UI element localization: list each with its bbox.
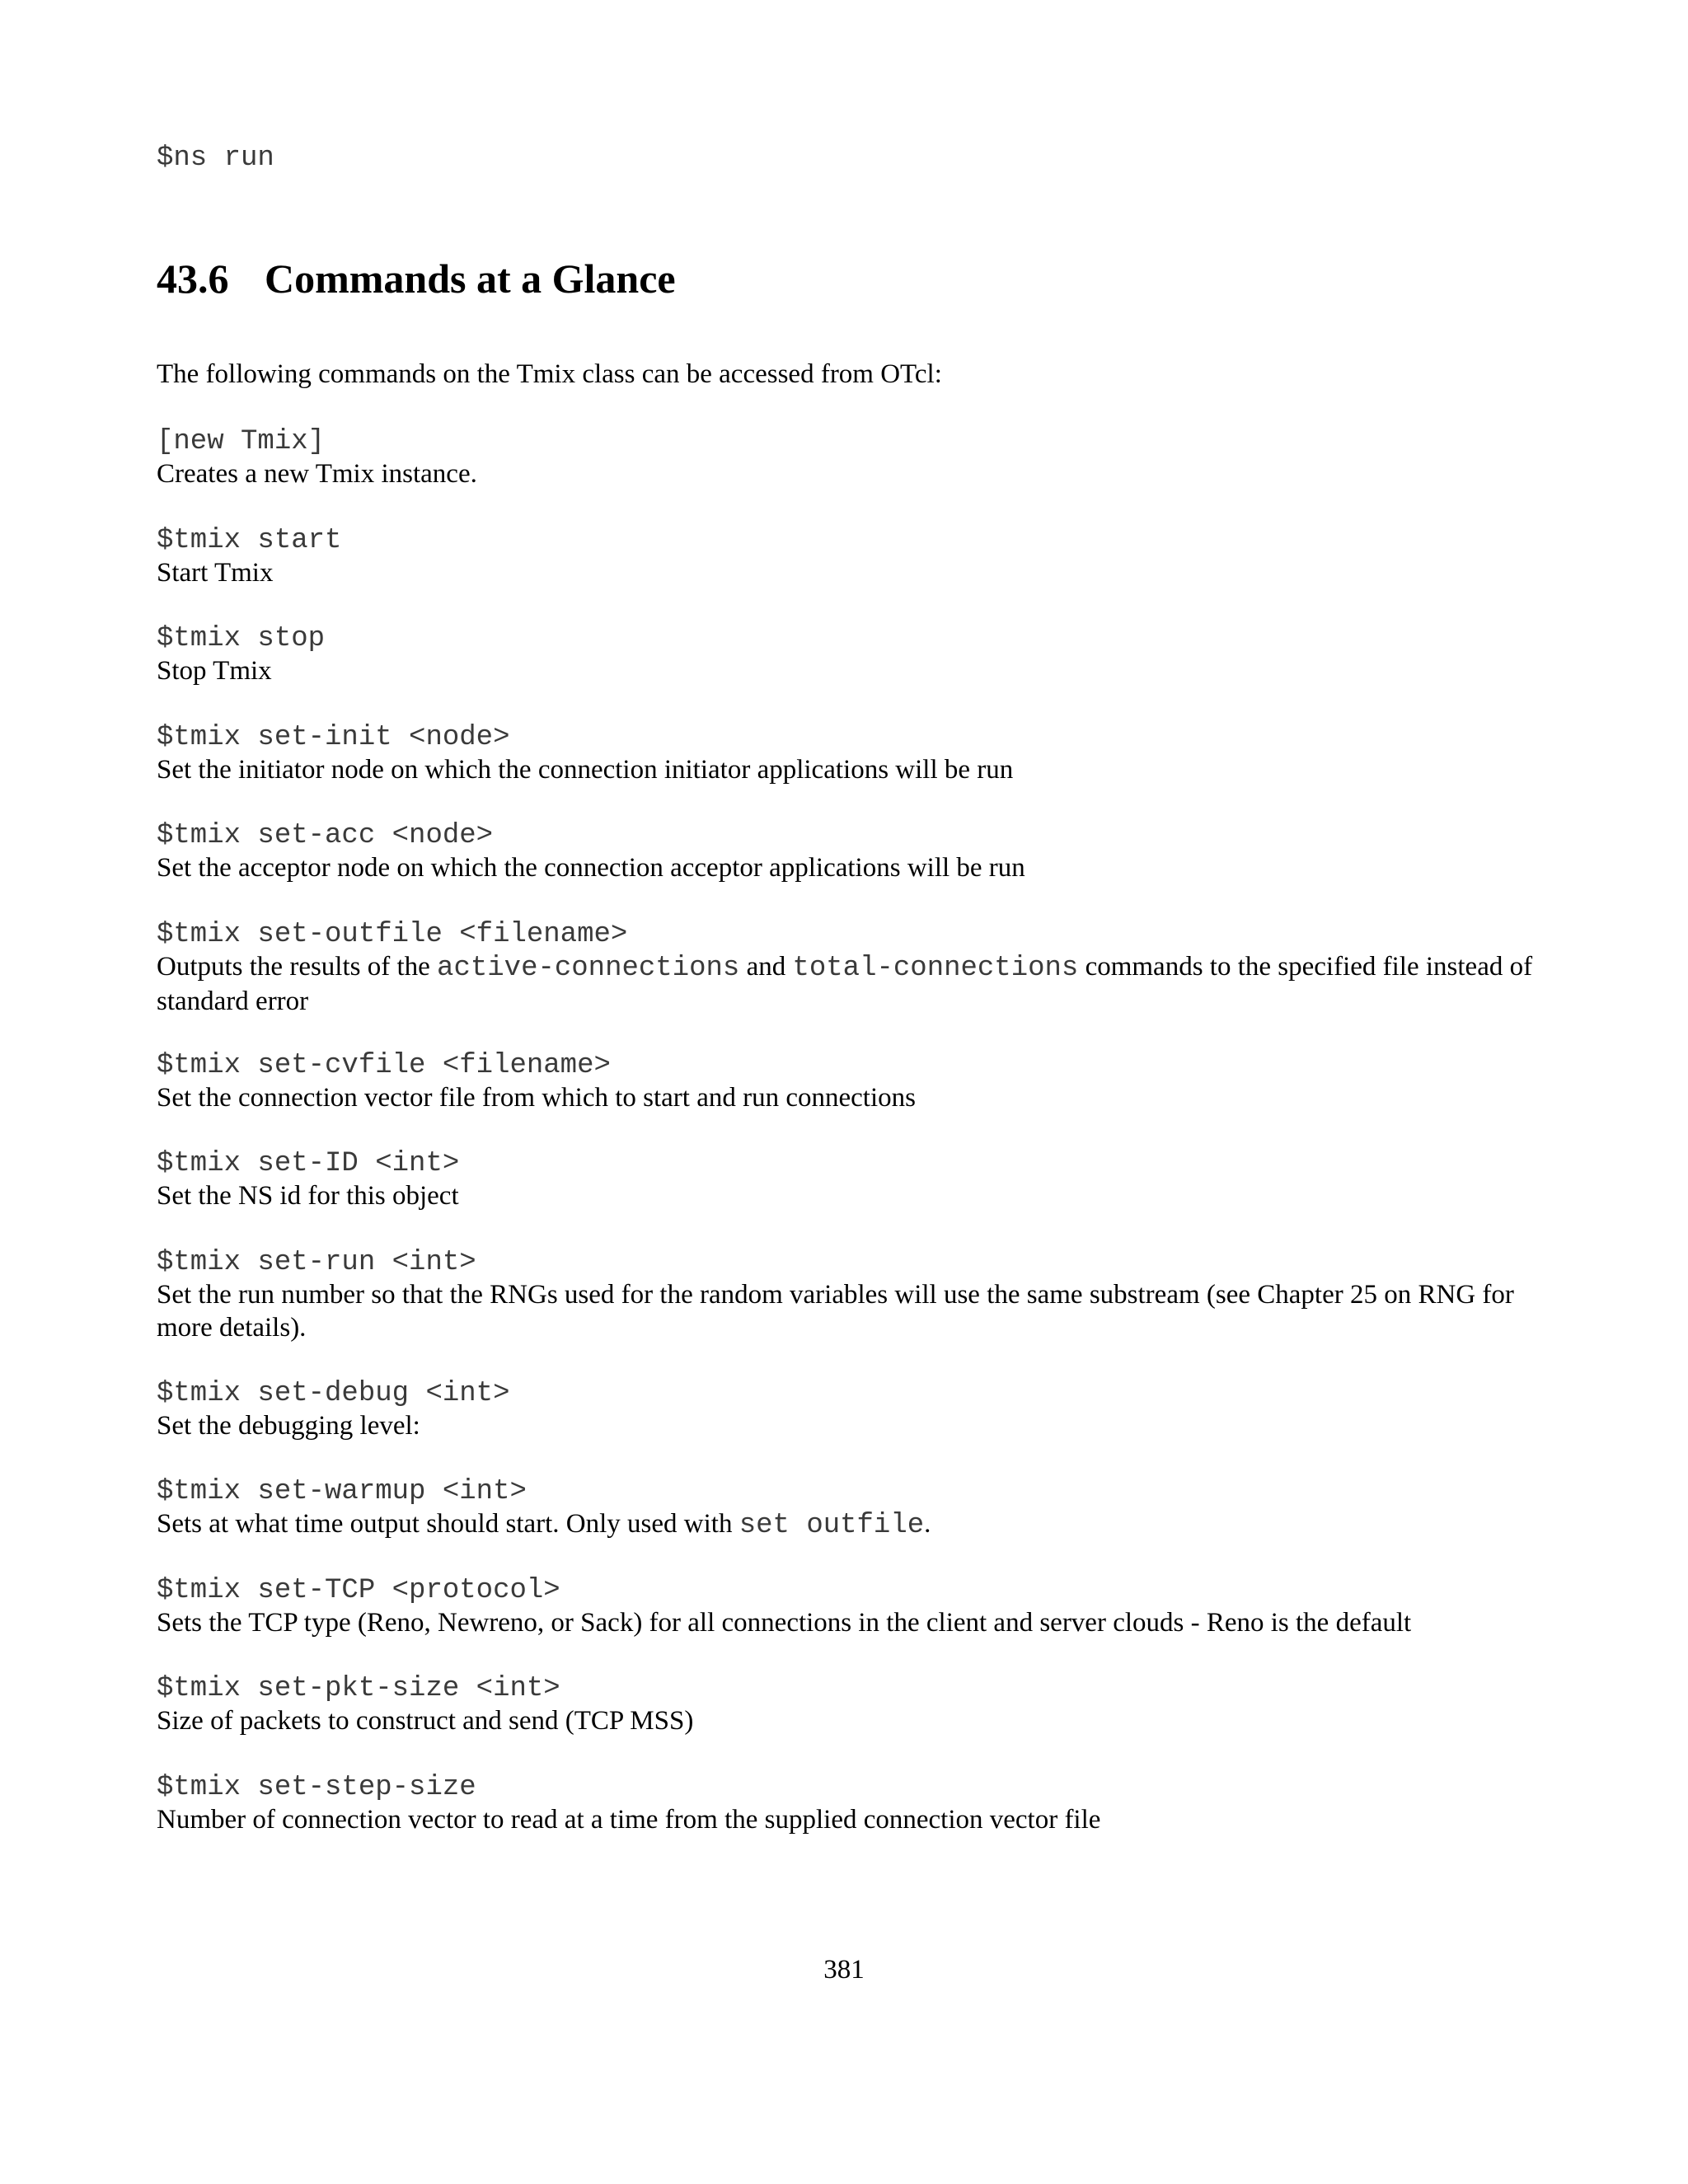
command-description bbox=[157, 1507, 1550, 1542]
description-text: Outputs the results of the bbox=[157, 952, 438, 982]
command-set-step-size: $tmix set-step-size bbox=[157, 1772, 476, 1803]
inline-code: set outfile bbox=[738, 1510, 925, 1541]
section-heading bbox=[157, 254, 676, 303]
command-set-debug: $tmix set-debug <int> bbox=[157, 1378, 510, 1409]
command-start: $tmix start bbox=[157, 525, 342, 556]
command-description: Set the run number so that the RNGs used for the random variables will use the same substream (see Chapter 25 on RNG for more details). bbox=[157, 1280, 1514, 1343]
command-set-acc: $tmix set-acc <node> bbox=[157, 820, 494, 851]
command-set-init: $tmix set-init <node> bbox=[157, 722, 510, 753]
inline-code: total-connections bbox=[792, 953, 1079, 984]
command-set-warmup: $tmix set-warmup <int> bbox=[157, 1476, 527, 1507]
command-description: Size of packets to construct and send (TCP MSS) bbox=[157, 1706, 694, 1736]
intro-code: $ns run bbox=[157, 143, 274, 174]
command-set-run: $tmix set-run <int> bbox=[157, 1247, 476, 1278]
description-text: and bbox=[739, 952, 793, 982]
command-description: Sets the TCP type (Reno, Newreno, or Sack) for all connections in the client and server clouds - Reno is the default bbox=[157, 1608, 1412, 1638]
command-set-id: $tmix set-ID <int> bbox=[157, 1148, 460, 1179]
command-description bbox=[157, 950, 1550, 1018]
command-set-pkt-size: $tmix set-pkt-size <int> bbox=[157, 1673, 560, 1704]
command-new-tmix: [new Tmix] bbox=[157, 426, 326, 457]
command-set-cvfile: $tmix set-cvfile <filename> bbox=[157, 1050, 611, 1081]
description-text: commands to the specified file instead of standard error bbox=[157, 952, 1533, 1016]
command-stop: $tmix stop bbox=[157, 623, 326, 654]
section-title: Commands at a Glance bbox=[265, 255, 676, 302]
intro-paragraph: The following commands on the Tmix class can be accessed from OTcl: bbox=[157, 359, 942, 389]
inline-code: active-connections bbox=[437, 953, 740, 984]
command-description: Set the acceptor node on which the connection acceptor applications will be run bbox=[157, 853, 1025, 883]
command-description: Creates a new Tmix instance. bbox=[157, 459, 477, 489]
command-description: Set the debugging level: bbox=[157, 1411, 420, 1441]
page-number: 381 bbox=[823, 1955, 865, 1985]
command-set-tcp: $tmix set-TCP <protocol> bbox=[157, 1575, 560, 1606]
command-description: Number of connection vector to read at a time from the supplied connection vector file bbox=[157, 1805, 1101, 1835]
command-description: Stop Tmix bbox=[157, 656, 272, 686]
command-description: Set the initiator node on which the connection initiator applications will be run bbox=[157, 755, 1014, 785]
command-description: Set the NS id for this object bbox=[157, 1181, 459, 1211]
description-text: . bbox=[924, 1509, 931, 1539]
command-set-outfile: $tmix set-outfile <filename> bbox=[157, 919, 628, 950]
command-description: Start Tmix bbox=[157, 558, 274, 588]
section-number: 43.6 bbox=[157, 255, 229, 302]
command-description: Set the connection vector file from which to start and run connections bbox=[157, 1083, 916, 1113]
description-text: Sets at what time output should start. Only used with bbox=[157, 1509, 739, 1539]
